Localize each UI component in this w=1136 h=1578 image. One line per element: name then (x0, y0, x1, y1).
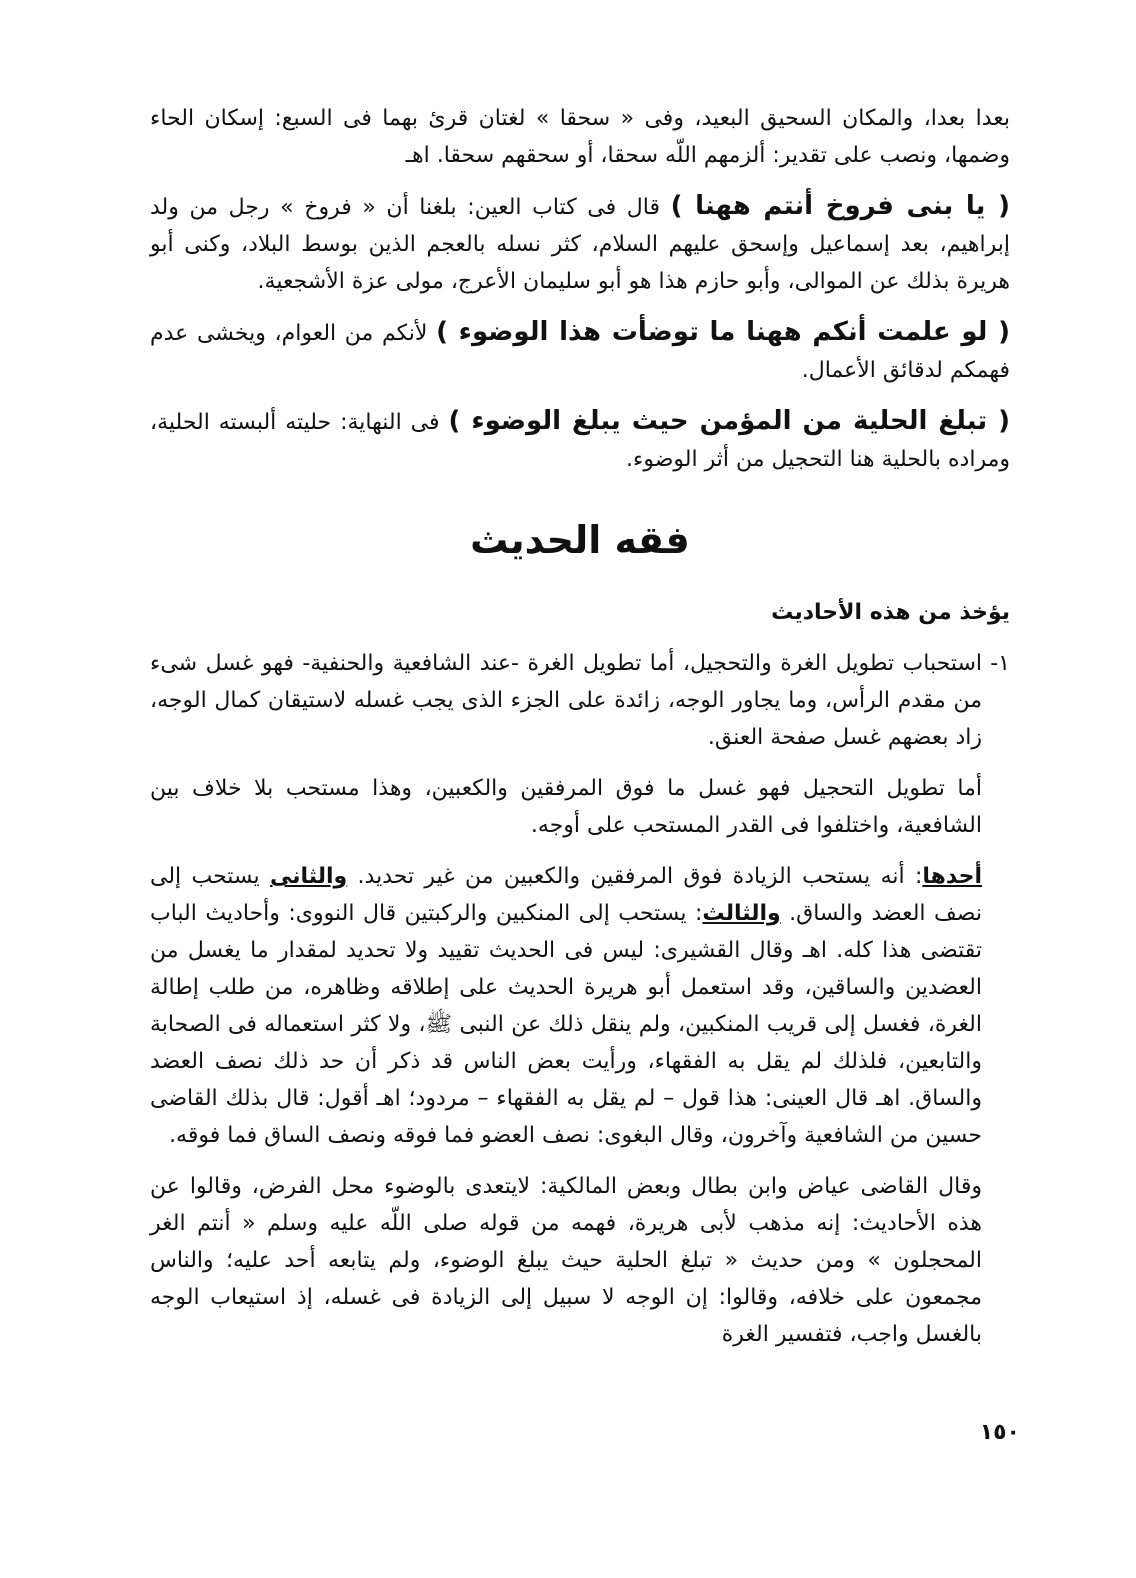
item-text: استحباب تطويل الغرة والتحجيل، أما تطويل الغرة -عند الشافعية والحنفية- فهو غسل شىء من مقدم الرأس، وما يجاور الوجه، زائدة على الجزء الذى يجب غسله لاستيقان كمال الوجه، زاد بعضهم غسل صفحة العنق. (150, 651, 982, 750)
page-number: ١٥٠ (979, 1420, 1020, 1445)
opinion-label-first: أحدها (922, 864, 982, 889)
opinion-text-second: يستحب إلى نصف العضد والساق. (150, 864, 982, 926)
opinion-text-third: : يستحب إلى المنكبين والركبتين قال النووى: وأحاديث الباب تقتضى هذا كله. اهـ وقال القشيرى: ليس فى الحديث تقييد ولا تحديد لمقدار ما يغسل من العضدين والساقين، وقد استعمل أبو هريرة الحديث على إطلاقه وظاهره، من طلب إطالة الغرة، فغسل إلى قريب المنكبين، ولم ينقل ذلك عن النبى ﷺ، ولا كثر استعماله فى الصحابة والتابعين، فلذلك لم يقل به الفقهاء، ورأيت بعض الناس قد ذكر أن حد ذلك نصف العضد والساق. اهـ قال العينى: هذا قول – لم يقل به الفقهاء – مردود؛ اهـ أقول: قال بذلك القاضى حسين من الشافعية وآخرون، وقال البغوى: نصف العضو فما فوقه ونصف الساق فما فوقه. (150, 901, 982, 1148)
gloss-headword: ( لو علمت أنكم ههنا ما توضأت هذا الوضوء ) (436, 317, 1010, 347)
gloss-paragraph (150, 188, 1010, 300)
gloss-text: فى النهاية: حليته ألبسته الحلية، ومراده بالحلية هنا التحجيل من أثر الوضوء. (150, 410, 1010, 472)
opinion-label-third: والثالث (702, 901, 781, 926)
numbered-item (150, 645, 1010, 770)
section-title: فقه الحديث (470, 518, 690, 562)
tahjil-paragraph: أما تطويل التحجيل فهو غسل ما فوق المرفقين والكعبين، وهذا مستحب بلا خلاف بين الشافعية، واختلفوا فى القدر المستحب على أوجه. (150, 776, 982, 838)
gloss-paragraph (150, 314, 1010, 389)
opinions-paragraph (150, 858, 1010, 1154)
item-number: ١- (990, 651, 1010, 676)
subheading: يؤخذ من هذه الأحاديث (771, 600, 1010, 625)
gloss-text: قال فى كتاب العين: بلغنا أن « فروخ » رجل من ولد إبراهيم، بعد إسماعيل وإسحق عليهم السلام، كثر نسله بالعجم الذين بوسط البلاد، وكنى أبو هريرة بذلك عن الموالى، وأبو حازم هذا هو أبو سليمان الأعرج، مولى عزة الأشجعية. (150, 195, 1010, 294)
page-body (150, 100, 1010, 1367)
maliki-paragraph: وقال القاضى عياض وابن بطال وبعض المالكية: لايتعدى بالوضوء محل الفرض، وقالوا عن هذه الأحاديث: إنه مذهب لأبى هريرة، فهمه من قوله صلى اللّه عليه وسلم « أنتم الغر المحجلون » ومن حديث « تبلغ الحلية حيث يبلغ الوضوء، ولم يتابعه أحد عليه؛ والناس مجمعون على خلافه، وقالوا: إن الوجه لا سبيل إلى الزيادة فى غسله، إذ استيعاب الوجه بالغسل واجب، فتفسير الغرة (150, 1174, 982, 1347)
continuation-paragraph: بعدا بعدا، والمكان السحيق البعيد، وفى « سحقا » لغتان قرئ بهما فى السبع: إسكان الحاء وضمها، ونصب على تقدير: ألزمهم اللّه سحقا، أو سحقهم سحقا. اهـ (150, 106, 1010, 168)
gloss-headword: ( يا بنى فروخ أنتم ههنا ) (670, 191, 1011, 221)
opinion-text-first: : أنه يستحب الزيادة فوق المرفقين والكعبين من غير تحديد. (347, 864, 923, 889)
gloss-text: لأنكم من العوام، ويخشى عدم فهمكم لدقائق الأعمال. (150, 321, 1010, 383)
opinion-label-second: والثانى (269, 864, 348, 889)
gloss-paragraph (150, 403, 1010, 478)
gloss-headword: ( تبلغ الحلية من المؤمن حيث يبلغ الوضوء ) (448, 406, 1010, 436)
